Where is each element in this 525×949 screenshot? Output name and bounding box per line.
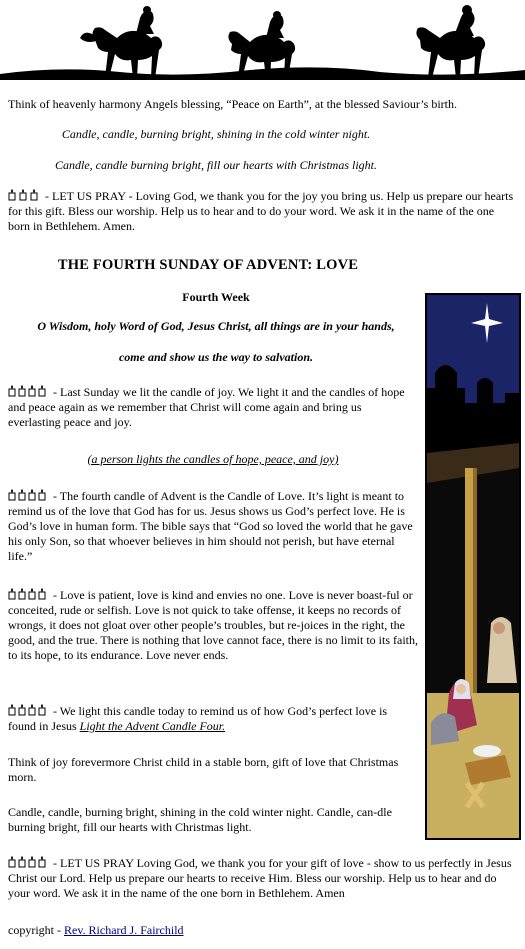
paragraph-text: - Last Sunday we lit the candle of joy. We light it and the candles of hope and peace again as we remember that Christ will come again and bring us everlasting peace and joy. — [8, 385, 405, 429]
prayer-paragraph-1 — [8, 189, 518, 234]
paragraph-candle-verse: Candle, candle, burning bright, shining in the cold winter night. Candle, can-dle burning bright, fill our hearts with Christmas light. — [8, 805, 392, 834]
paragraph-joy-forevermore: Think of joy forevermore Christ child in a stable born, gift of love that Christmas morn. — [8, 755, 399, 784]
verse-line-2: come and show us the way to salvation. — [118, 350, 314, 364]
candles-icon — [8, 856, 48, 871]
nativity-scene-image — [425, 293, 521, 840]
verse-line-1: O Wisdom, holy Word of God, Jesus Christ, all things are in your hands, — [37, 319, 395, 333]
candles-icon — [8, 704, 48, 719]
prayer-paragraph-2 — [8, 856, 520, 901]
wise-men-camels-banner — [0, 0, 525, 80]
prayer-text: - LET US PRAY Loving God, we thank you for your gift of love - show to us perfectly in Jesus Christ our Lord. Help us prepare our hearts to receive Him. Bless our worship. Help us to hear and do your word. We ask it in the name of the one born in Bethlehem. Amen — [8, 856, 512, 900]
intro-verse-1: Candle, candle, burning bright, shining in the cold winter night. — [61, 127, 371, 141]
paragraph-candle-of-love — [8, 489, 418, 564]
prayer-text: - LET US PRAY - Loving God, we thank you for the joy you bring us. Help us prepare our hearts for this gift. Bless our worship. Help us to hear and to do your word. We ask it in the name of the one born in Bethlehem. Amen. — [8, 189, 514, 233]
intro-verse-2: Candle, candle burning bright, fill our hearts with Christmas light. — [54, 158, 378, 172]
copyright-line — [8, 923, 184, 938]
paragraph-last-sunday — [8, 385, 416, 430]
candles-icon — [8, 588, 48, 603]
week-heading: Fourth Week — [182, 290, 250, 304]
camel-rider-3 — [416, 5, 485, 78]
light-candle-link[interactable]: Light the Advent Candle Four. — [79, 719, 226, 733]
paragraph-light-this-candle — [8, 704, 418, 734]
candles-icon — [8, 489, 48, 504]
copyright-label: copyright - — [8, 923, 64, 937]
lighting-instruction: (a person lights the candles of hope, peace, and joy) — [87, 452, 339, 466]
paragraph-love-is-patient — [8, 588, 418, 663]
camel-rider-1 — [80, 6, 162, 78]
paragraph-text: - Love is patient, love is kind and envies no one. Love is never boast-ful or conceited, rude or selfish. Love is not quick to take offense, it keeps no records of wrongs, it does not gloat over other people’s troubles, but re-joices in the right, the good, and the true. There is nothing that love cannot face, there is no limit to its faith, to its hope, to its endurance. Love never ends. — [8, 588, 419, 662]
author-link[interactable]: Rev. Richard J. Fairchild — [64, 923, 184, 937]
camel-rider-2 — [228, 11, 295, 78]
paragraph-text: - The fourth candle of Advent is the Candle of Love. It’s light is meant to remind us of the love that God has for us. Jesus shows us God’s perfect love. He is God’s love in human form. The bible says that “God so loved the world that he gave his only Son, so that whoever believes in him should not perish, but have eternal life.” — [8, 489, 413, 563]
intro-line: Think of heavenly harmony Angels blessing, “Peace on Earth”, at the blessed Saviour’s birth. — [8, 97, 458, 111]
candles-icon — [8, 385, 48, 400]
paragraph-text: - We light this candle today to remind us of how God’s perfect love is found in Jesus — [8, 704, 388, 733]
candles-icon — [8, 189, 40, 204]
section-title: THE FOURTH SUNDAY OF ADVENT: LOVE — [57, 257, 359, 273]
